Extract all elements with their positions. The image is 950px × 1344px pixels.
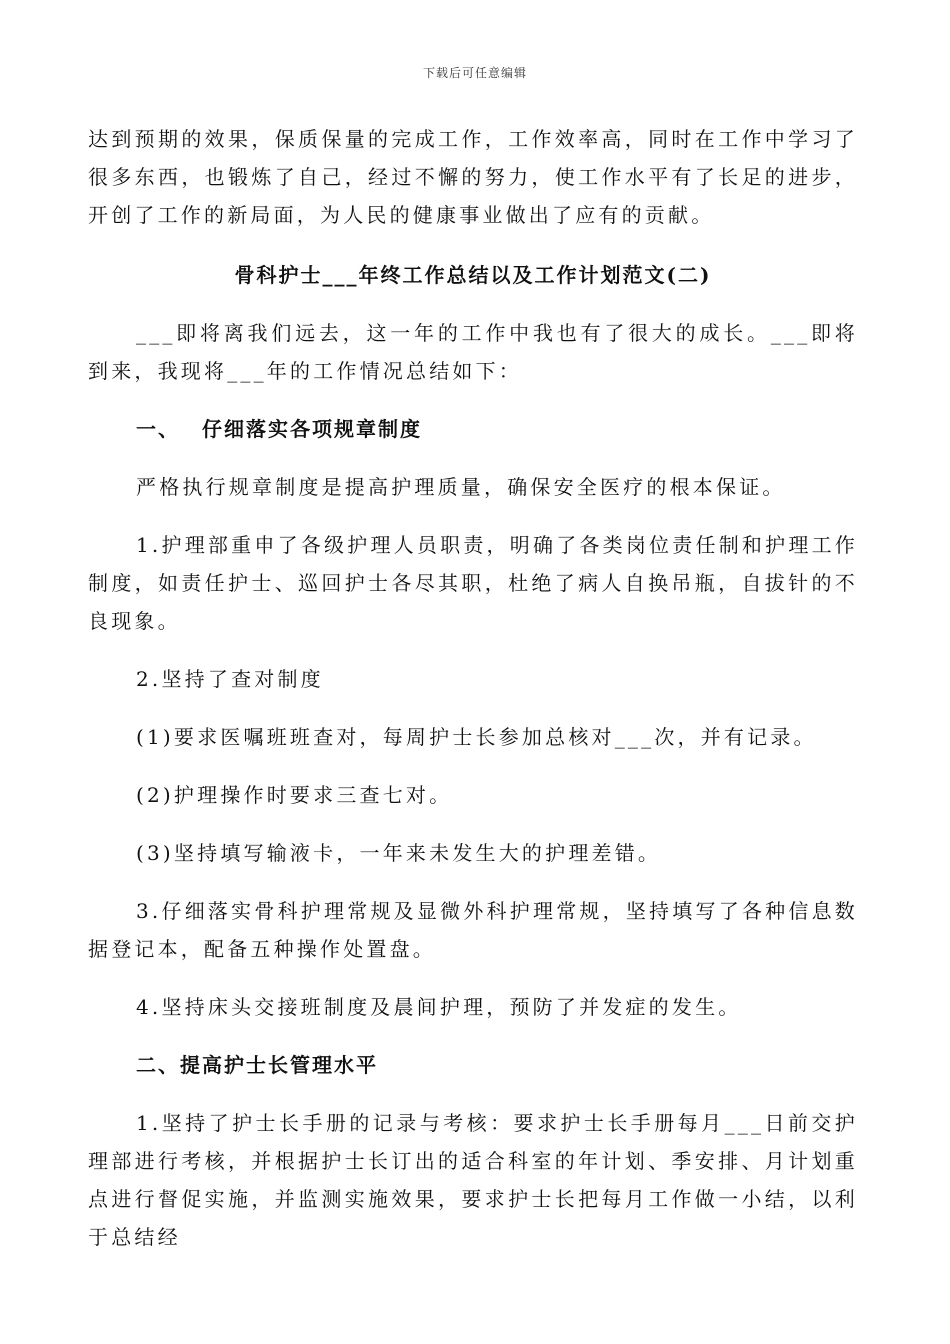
section-1-heading	[88, 410, 858, 448]
section-1-sub-item-3: (3)坚持填写输液卡，一年来未发生大的护理差错。	[136, 841, 662, 865]
section-1-sub-item-2: (2)护理操作时要求三查七对。	[136, 783, 453, 807]
section-2-item-1: 1.坚持了护士长手册的记录与考核：要求护士长手册每月___日前交护理部进行考核，并根据护士长订出的适合科室的年计划、季安排、月计划重点进行督促实施，并监测实施效果，要求护士长把每月工作做一小结，以利于总结经	[88, 1111, 858, 1249]
section-1-number: 一、	[136, 417, 180, 441]
section-1-item-2: 2.坚持了查对制度	[136, 667, 324, 691]
section-1-item-3: 3.仔细落实骨科护理常规及显微外科护理常规，坚持填写了各种信息数据登记本，配备五种操作处置盘。	[88, 899, 858, 961]
section-1-sub-item-1: (1)要求医嘱班班查对，每周护士长参加总核对___次，并有记录。	[136, 725, 817, 749]
section-1-item-4: 4.坚持床头交接班制度及晨间护理，预防了并发症的发生。	[136, 995, 742, 1019]
document-body	[88, 120, 858, 1276]
section-1-intro: 严格执行规章制度是提高护理质量，确保安全医疗的根本保证。	[136, 475, 786, 499]
opening-paragraph: ___即将离我们远去，这一年的工作中我也有了很大的成长。___即将到来，我现将___年的工作情况总结如下：	[88, 321, 858, 383]
section-1-item-1: 1.护理部重申了各级护理人员职责，明确了各类岗位责任制和护理工作制度，如责任护士、巡回护士各尽其职，杜绝了病人自换吊瓶，自拔针的不良现象。	[88, 533, 858, 633]
section-1-title: 仔细落实各项规章制度	[202, 417, 422, 441]
section-2-heading: 二、提高护士长管理水平	[136, 1053, 378, 1077]
page-header-note: 下载后可任意编辑	[422, 66, 527, 80]
intro-continuation-paragraph: 达到预期的效果，保质保量的完成工作，工作效率高，同时在工作中学习了很多东西，也锻炼了自己，经过不懈的努力，使工作水平有了长足的进步，开创了工作的新局面，为人民的健康事业做出了应有的贡献。	[88, 127, 858, 227]
document-title: 骨科护士___年终工作总结以及工作计划范文(二)	[234, 263, 712, 287]
